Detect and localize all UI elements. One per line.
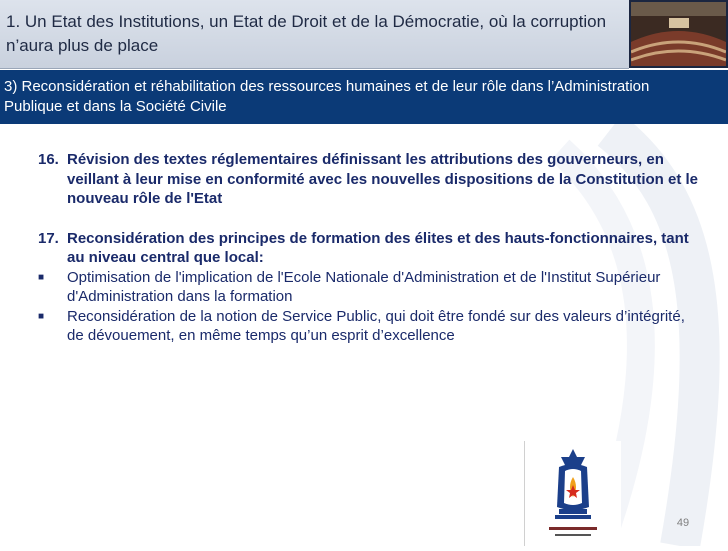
item-text: Révision des textes réglementaires définissant les attributions des gouverneurs, en veillant à leur mise en conformité avec les nouvelles dispositions de la Constitution et le nouveau rôle de l'Etat <box>67 151 699 207</box>
parliament-image <box>631 2 726 66</box>
slide-content <box>38 150 698 346</box>
party-logo <box>524 441 621 546</box>
item-number: 17. <box>38 229 59 247</box>
bullet-item <box>38 268 698 307</box>
title-bar <box>0 0 629 69</box>
bullet-item <box>38 307 698 346</box>
square-bullet-icon: ■ <box>38 271 45 283</box>
lantern-logo <box>525 441 621 546</box>
parliament-thumbnail <box>629 0 728 68</box>
bullet-text: Reconsidération de la notion de Service Public, qui doit être fondé sur des valeurs d’intégrité, de dévouement, en même temps qu’un esprit d’excellence <box>67 307 685 344</box>
subtitle-bar <box>0 70 728 124</box>
square-bullet-icon: ■ <box>38 310 45 322</box>
bullet-text: Optimisation de l'implication de l'Ecole Nationale d'Administration et de l'Institut Supérieur d'Administration dans la formation <box>67 268 661 305</box>
page-number: 49 <box>676 517 690 529</box>
slide-title: 1. Un Etat des Institutions, un Etat de Droit et de la Démocratie, où la corruption n’aura plus de place <box>6 12 607 55</box>
item-number: 16. <box>38 151 59 168</box>
item-text: Reconsidération des principes de formation des élites et des hauts-fonctionnaires, tant au niveau central que local: <box>67 229 689 266</box>
section-subtitle: 3) Reconsidération et réhabilitation des ressources humaines et de leur rôle dans l’Administration Publique et dans la Société Civile <box>4 78 650 115</box>
list-item-17 <box>38 229 698 268</box>
list-item-16 <box>38 150 698 209</box>
